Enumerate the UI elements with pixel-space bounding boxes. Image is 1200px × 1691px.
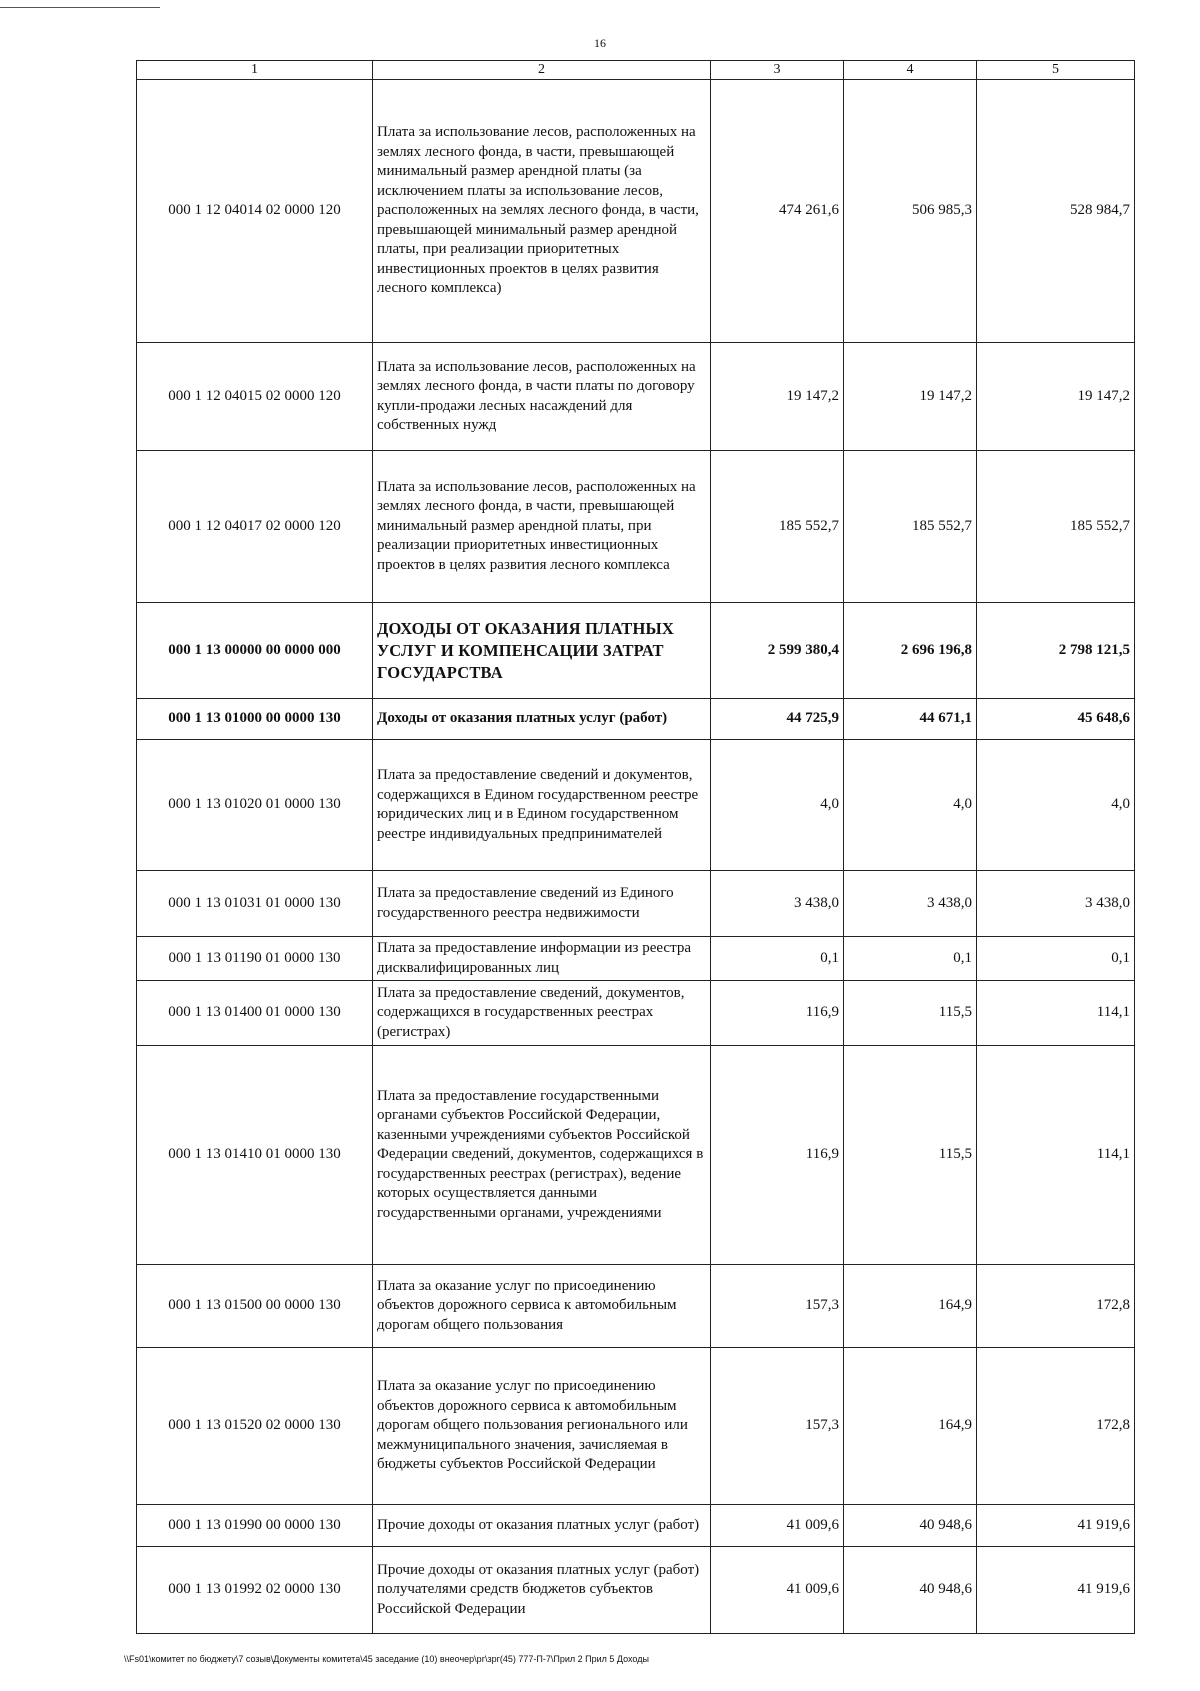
value-col-5: 0,1 xyxy=(977,937,1135,981)
value-col-5: 19 147,2 xyxy=(977,343,1135,451)
budget-code: 000 1 13 01992 02 0000 130 xyxy=(137,1547,373,1634)
budget-code: 000 1 13 01990 00 0000 130 xyxy=(137,1505,373,1547)
value-col-3: 19 147,2 xyxy=(711,343,844,451)
page-number: 16 xyxy=(594,36,606,50)
budget-code: 000 1 12 04014 02 0000 120 xyxy=(137,80,373,343)
value-col-5: 3 438,0 xyxy=(977,871,1135,937)
value-col-3: 41 009,6 xyxy=(711,1547,844,1634)
value-col-5: 114,1 xyxy=(977,981,1135,1046)
revenue-name: Плата за предоставление государственными органами субъектов Российской Федерации, казенными учреждениями субъектов Российской Федерации сведений, документов, содержащихся в государственных реестрах (регистрах), ведение которых осуществляется данными государственными органами, учреждениями xyxy=(373,1046,711,1265)
value-col-4: 185 552,7 xyxy=(844,451,977,603)
value-col-4: 0,1 xyxy=(844,937,977,981)
value-col-4: 40 948,6 xyxy=(844,1547,977,1634)
budget-code: 000 1 12 04017 02 0000 120 xyxy=(137,451,373,603)
value-col-3: 116,9 xyxy=(711,981,844,1046)
column-header-4: 4 xyxy=(844,61,977,80)
budget-code: 000 1 13 01000 00 0000 130 xyxy=(137,699,373,740)
revenue-name: Прочие доходы от оказания платных услуг (работ) xyxy=(373,1505,711,1547)
value-col-5: 528 984,7 xyxy=(977,80,1135,343)
value-col-3: 44 725,9 xyxy=(711,699,844,740)
revenue-table xyxy=(136,60,1135,1634)
value-col-3: 41 009,6 xyxy=(711,1505,844,1547)
table-row xyxy=(137,1547,1135,1634)
scan-artifact-line xyxy=(0,7,160,8)
value-col-4: 19 147,2 xyxy=(844,343,977,451)
value-col-5: 185 552,7 xyxy=(977,451,1135,603)
value-col-3: 3 438,0 xyxy=(711,871,844,937)
budget-code: 000 1 13 01020 01 0000 130 xyxy=(137,740,373,871)
table-row xyxy=(137,1505,1135,1547)
table-row xyxy=(137,740,1135,871)
value-col-5: 45 648,6 xyxy=(977,699,1135,740)
revenue-name: Плата за использование лесов, расположенных на землях лесного фонда, в части, превышающей минимальный размер арендной платы, при реализации приоритетных инвестиционных проектов в целях развития лесного комплекса xyxy=(373,451,711,603)
budget-code: 000 1 13 01400 01 0000 130 xyxy=(137,981,373,1046)
revenue-name: Плата за предоставление сведений, документов, содержащихся в государственных реестрах (регистрах) xyxy=(373,981,711,1046)
column-header-5: 5 xyxy=(977,61,1135,80)
table-row xyxy=(137,1348,1135,1505)
table-row xyxy=(137,981,1135,1046)
budget-code: 000 1 13 00000 00 0000 000 xyxy=(137,603,373,699)
value-col-4: 40 948,6 xyxy=(844,1505,977,1547)
value-col-5: 4,0 xyxy=(977,740,1135,871)
value-col-3: 0,1 xyxy=(711,937,844,981)
table-row xyxy=(137,699,1135,740)
column-header-1: 1 xyxy=(137,61,373,80)
revenue-name: Плата за использование лесов, расположенных на землях лесного фонда, в части, превышающей минимальный размер арендной платы (за исключением платы за использование лесов, расположенных на землях лесного фонда, в части, превышающей минимальный размер арендной платы, при реализации приоритетных инвестиционных проектов в целях развития лесного комплекса) xyxy=(373,80,711,343)
value-col-4: 115,5 xyxy=(844,981,977,1046)
file-path-footer: \\Fs01\комитет по бюджету\7 созыв\Документы комитета\45 заседание (10) внеочер\рг\зрг(45) 777-П-7\Прил 2 Прил 5 Доходы xyxy=(124,1654,649,1664)
table-row xyxy=(137,1265,1135,1348)
value-col-4: 2 696 196,8 xyxy=(844,603,977,699)
column-header-2: 2 xyxy=(373,61,711,80)
revenue-name: Прочие доходы от оказания платных услуг (работ) получателями средств бюджетов субъектов Российской Федерации xyxy=(373,1547,711,1634)
value-col-4: 4,0 xyxy=(844,740,977,871)
value-col-3: 116,9 xyxy=(711,1046,844,1265)
value-col-4: 3 438,0 xyxy=(844,871,977,937)
revenue-name: Плата за оказание услуг по присоединению объектов дорожного сервиса к автомобильным дорогам общего пользования xyxy=(373,1265,711,1348)
value-col-4: 164,9 xyxy=(844,1348,977,1505)
value-col-3: 4,0 xyxy=(711,740,844,871)
value-col-5: 41 919,6 xyxy=(977,1547,1135,1634)
value-col-3: 185 552,7 xyxy=(711,451,844,603)
value-col-4: 164,9 xyxy=(844,1265,977,1348)
header-row xyxy=(137,61,1135,80)
table-row xyxy=(137,451,1135,603)
value-col-3: 474 261,6 xyxy=(711,80,844,343)
table-row xyxy=(137,343,1135,451)
revenue-name: Плата за предоставление сведений и документов, содержащихся в Едином государственном реестре юридических лиц и в Едином государственном реестре индивидуальных предпринимателей xyxy=(373,740,711,871)
budget-code: 000 1 13 01031 01 0000 130 xyxy=(137,871,373,937)
value-col-4: 44 671,1 xyxy=(844,699,977,740)
value-col-4: 115,5 xyxy=(844,1046,977,1265)
value-col-5: 114,1 xyxy=(977,1046,1135,1265)
revenue-name: Плата за использование лесов, расположенных на землях лесного фонда, в части платы по договору купли-продажи лесных насаждений для собственных нужд xyxy=(373,343,711,451)
revenue-name: Плата за предоставление информации из реестра дисквалифицированных лиц xyxy=(373,937,711,981)
budget-code: 000 1 13 01190 01 0000 130 xyxy=(137,937,373,981)
value-col-3: 157,3 xyxy=(711,1348,844,1505)
budget-code: 000 1 13 01520 02 0000 130 xyxy=(137,1348,373,1505)
revenue-name: Плата за оказание услуг по присоединению объектов дорожного сервиса к автомобильным дорогам общего пользования регионального или межмуниципального значения, зачисляемая в бюджеты субъектов Российской Федерации xyxy=(373,1348,711,1505)
value-col-5: 2 798 121,5 xyxy=(977,603,1135,699)
table-row xyxy=(137,937,1135,981)
table-row xyxy=(137,603,1135,699)
revenue-name: Доходы от оказания платных услуг (работ) xyxy=(373,699,711,740)
value-col-3: 2 599 380,4 xyxy=(711,603,844,699)
value-col-5: 172,8 xyxy=(977,1348,1135,1505)
value-col-4: 506 985,3 xyxy=(844,80,977,343)
table-row xyxy=(137,871,1135,937)
value-col-5: 172,8 xyxy=(977,1265,1135,1348)
budget-code: 000 1 13 01410 01 0000 130 xyxy=(137,1046,373,1265)
column-header-3: 3 xyxy=(711,61,844,80)
revenue-name: ДОХОДЫ ОТ ОКАЗАНИЯ ПЛАТНЫХ УСЛУГ И КОМПЕНСАЦИИ ЗАТРАТ ГОСУДАРСТВА xyxy=(373,603,711,699)
table-row xyxy=(137,1046,1135,1265)
budget-code: 000 1 13 01500 00 0000 130 xyxy=(137,1265,373,1348)
value-col-5: 41 919,6 xyxy=(977,1505,1135,1547)
budget-code: 000 1 12 04015 02 0000 120 xyxy=(137,343,373,451)
value-col-3: 157,3 xyxy=(711,1265,844,1348)
table-row xyxy=(137,80,1135,343)
revenue-name: Плата за предоставление сведений из Единого государственного реестра недвижимости xyxy=(373,871,711,937)
